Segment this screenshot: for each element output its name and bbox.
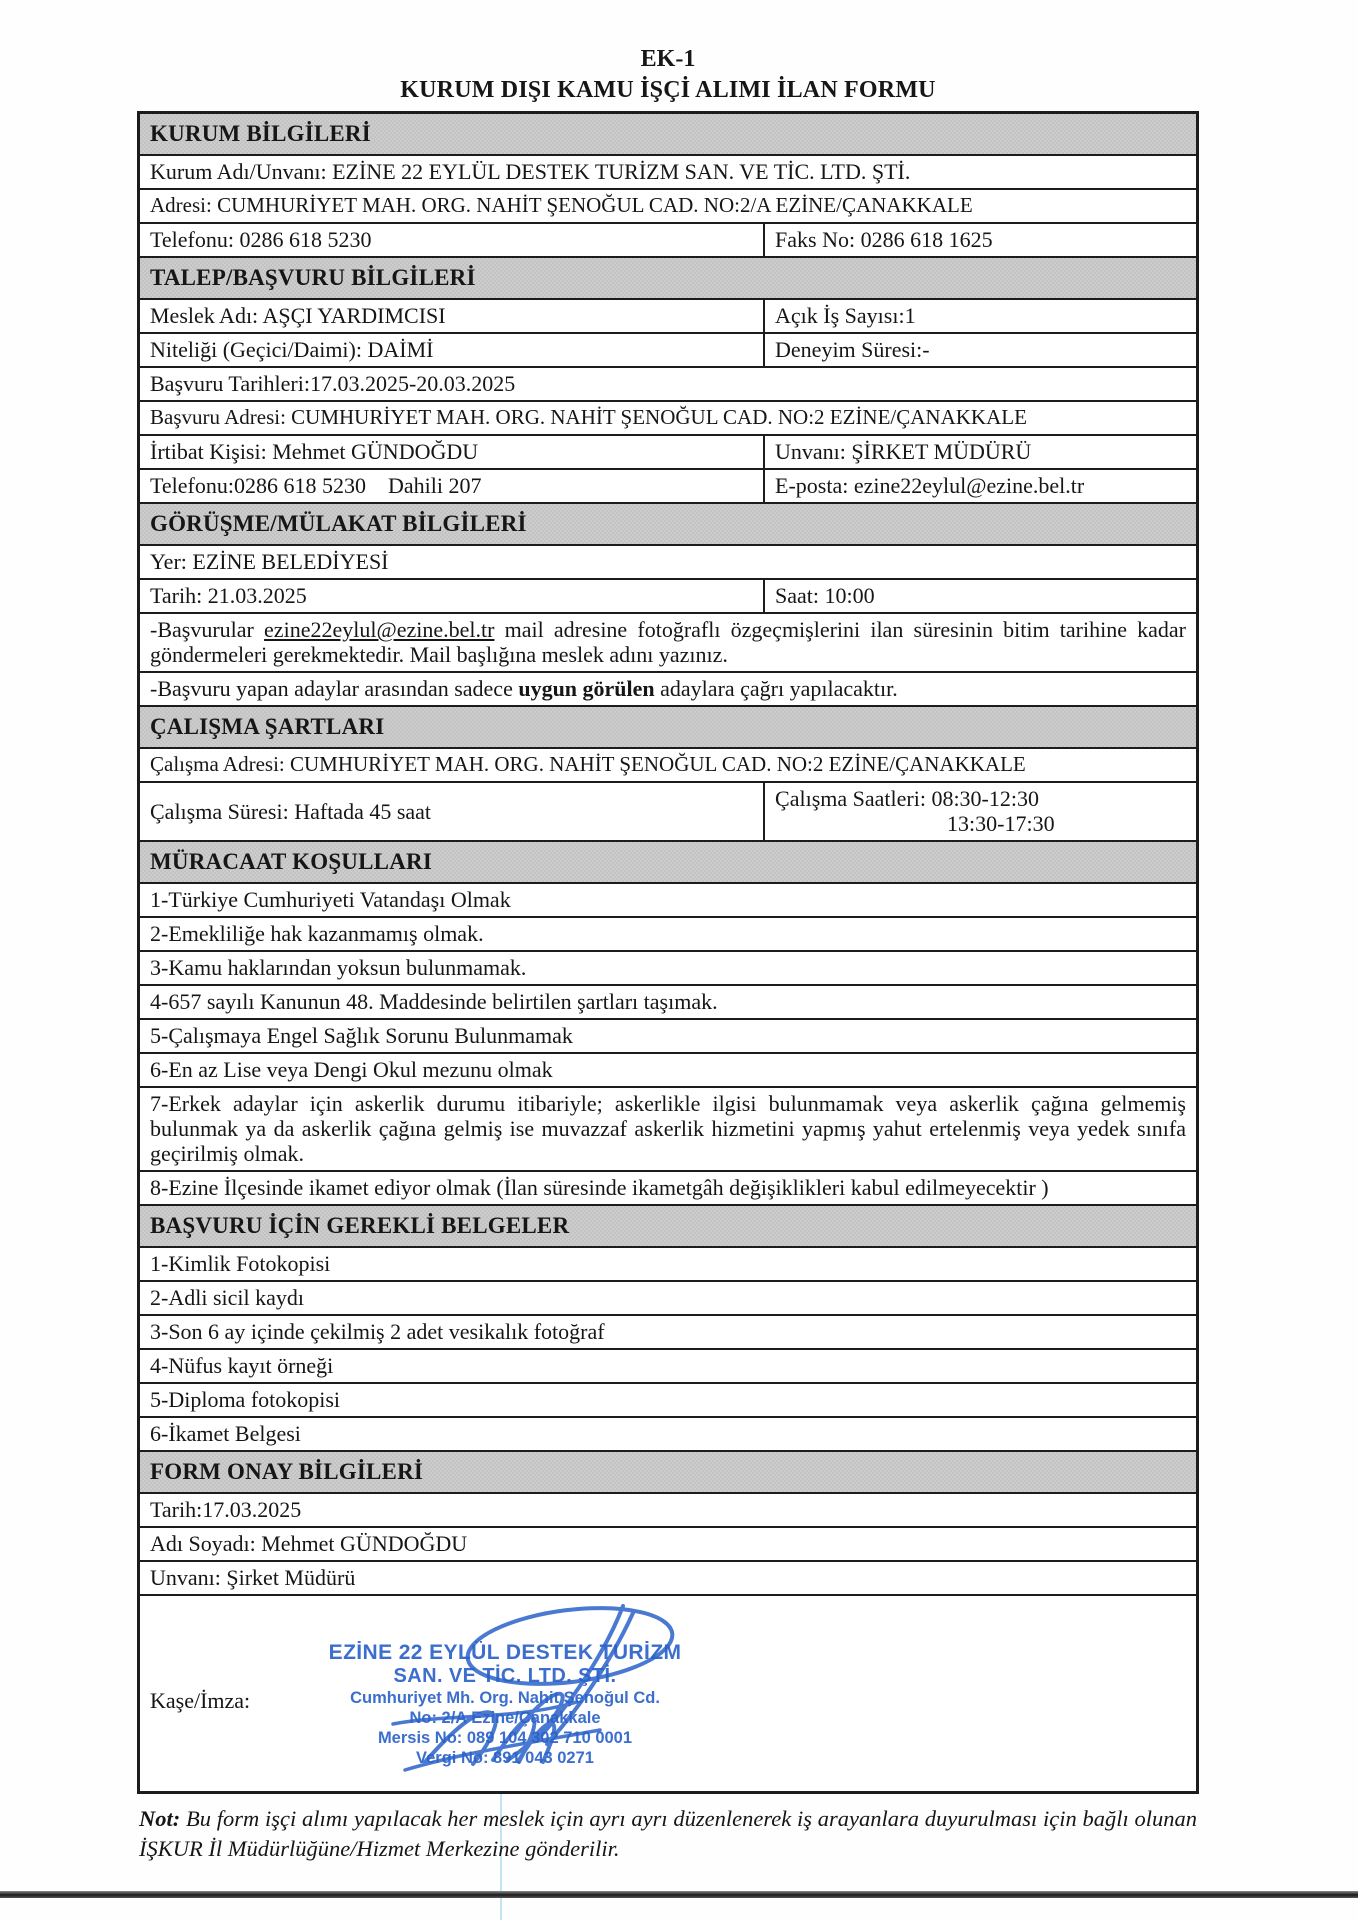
note-uygun-bold: uygun görülen — [518, 676, 655, 701]
row-sure-saatleri — [140, 781, 1196, 840]
section-header-gorusme-mulakat: GÖRÜŞME/MÜLAKAT BİLGİLERİ — [140, 502, 1196, 544]
field-basvuru-tarihleri: Başvuru Tarihleri:17.03.2025-20.03.2025 — [140, 366, 1196, 400]
row-telefon-faks — [140, 222, 1196, 256]
field-onay-adsoyad: Adı Soyadı: Mehmet GÜNDOĞDU — [140, 1526, 1196, 1560]
field-basvuru-adresi: Başvuru Adresi: CUMHURİYET MAH. ORG. NAHİT ŞENOĞUL CAD. NO:2 EZİNE/ÇANAKKALE — [140, 400, 1196, 434]
calisma-saat-line1: Çalışma Saatleri: 08:30-12:30 — [775, 786, 1039, 811]
field-kurum-adresi: Adresi: CUMHURİYET MAH. ORG. NAHİT ŞENOĞUL CAD. NO:2/A EZİNE/ÇANAKKALE — [140, 188, 1196, 222]
row-irtibat-unvan — [140, 434, 1196, 468]
field-onay-unvan: Unvanı: Şirket Müdürü — [140, 1560, 1196, 1594]
section-header-gerekli-belgeler: BAŞVURU İÇİN GEREKLİ BELGELER — [140, 1204, 1196, 1246]
stamp-line-2: SAN. VE TİC. LTD. ŞTİ. — [393, 1665, 617, 1687]
form-title: KURUM DIŞI KAMU İŞÇİ ALIMI İLAN FORMU — [400, 77, 936, 103]
section-header-calisma-sartlari: ÇALIŞMA ŞARTLARI — [140, 705, 1196, 747]
stamp-line-4: No: 2/A Ezine/Çanakkale — [409, 1709, 601, 1727]
muracaat-item-8: 8-Ezine İlçesinde ikamet ediyor olmak (İlan süresinde ikametgâh değişiklikleri kabul edilmeyecektir ) — [140, 1170, 1196, 1204]
muracaat-item-2: 2-Emekliliğe hak kazanmamış olmak. — [140, 916, 1196, 950]
field-telefonu: Telefonu: 0286 618 5230 — [150, 227, 372, 252]
field-onay-tarih: Tarih:17.03.2025 — [140, 1492, 1196, 1526]
footer-note-text: Bu form işçi alımı yapılacak her meslek için ayrı ayrı düzenlenerek iş arayanlara duyurulması için bağlı olunan İŞKUR İl Müdürlüğüne/Hizmet Merkezine gönderilir. — [139, 1806, 1197, 1861]
muracaat-item-3: 3-Kamu haklarından yoksun bulunmamak. — [140, 950, 1196, 984]
footer-note — [139, 1804, 1197, 1864]
field-calisma-adresi: Çalışma Adresi: CUMHURİYET MAH. ORG. NAHİT ŞENOĞUL CAD. NO:2 EZİNE/ÇANAKKALE — [140, 747, 1196, 781]
muracaat-item-5: 5-Çalışmaya Engel Sağlık Sorunu Bulunmamak — [140, 1018, 1196, 1052]
calisma-saat-line2: 13:30-17:30 — [947, 811, 1055, 836]
stamp-line-5: Mersis No: 089 104 302 710 0001 — [377, 1729, 633, 1747]
belge-item-3: 3-Son 6 ay içinde çekilmiş 2 adet vesikalık fotoğraf — [140, 1314, 1196, 1348]
belge-item-4: 4-Nüfus kayıt örneği — [140, 1348, 1196, 1382]
field-gorusme-tarih: Tarih: 21.03.2025 — [150, 583, 307, 608]
row-telefon-eposta — [140, 468, 1196, 502]
note-uygun-prefix: -Başvuru yapan adaylar arasından sadece — [150, 676, 519, 701]
belge-item-5: 5-Diploma fotokopisi — [140, 1382, 1196, 1416]
section-header-muracaat-kosullari: MÜRACAAT KOŞULLARI — [140, 840, 1196, 882]
muracaat-item-1: 1-Türkiye Cumhuriyeti Vatandaşı Olmak — [140, 882, 1196, 916]
field-unvani: Unvanı: ŞİRKET MÜDÜRÜ — [763, 436, 1196, 468]
company-stamp — [280, 1640, 730, 1768]
section-header-kurum-bilgileri: KURUM BİLGİLERİ — [140, 114, 1196, 154]
email-link: ezine22eylul@ezine.bel.tr — [264, 617, 495, 642]
document — [137, 44, 1199, 1864]
field-yer: Yer: EZİNE BELEDİYESİ — [140, 544, 1196, 578]
stamp-line-1: EZİNE 22 EYLÜL DESTEK TURİZM — [328, 1641, 682, 1664]
field-kurum-adi: Kurum Adı/Unvanı: EZİNE 22 EYLÜL DESTEK TURİZM SAN. VE TİC. LTD. ŞTİ. — [140, 154, 1196, 188]
field-acik-is-sayisi: Açık İş Sayısı:1 — [763, 300, 1196, 332]
stamp-line-3: Cumhuriyet Mh. Org. Nahit Şenoğul Cd. — [350, 1689, 660, 1707]
kase-imza-label: Kaşe/İmza: — [150, 1688, 251, 1713]
field-calisma-suresi: Çalışma Süresi: Haftada 45 saat — [150, 798, 432, 824]
section-header-form-onay: FORM ONAY BİLGİLERİ — [140, 1450, 1196, 1492]
field-gorusme-saat: Saat: 10:00 — [763, 580, 1196, 612]
note-uygun-gorulen — [140, 671, 1196, 705]
title-block — [137, 44, 1199, 106]
section-header-talep-basvuru: TALEP/BAŞVURU BİLGİLERİ — [140, 256, 1196, 298]
field-deneyim-suresi: Deneyim Süresi:- — [763, 334, 1196, 366]
footer-note-label: Not: — [139, 1806, 181, 1831]
belge-item-2: 2-Adli sicil kaydı — [140, 1280, 1196, 1314]
kase-imza-row — [140, 1594, 1196, 1791]
field-telefon-dahili: Telefonu:0286 618 5230 Dahili 207 — [150, 473, 482, 498]
note-basvurular-suffix: mail adresine fotoğraflı özgeçmişlerini ilan süresinin bitim tarihine kadar göndermeleri gerekmektedir. Mail başlığına meslek adını yazınız. — [150, 617, 1186, 667]
muracaat-item-4: 4-657 sayılı Kanunun 48. Maddesinde belirtilen şartları taşımak. — [140, 984, 1196, 1018]
belge-item-1: 1-Kimlik Fotokopisi — [140, 1246, 1196, 1280]
note-uygun-suffix: adaylara çağrı yapılacaktır. — [654, 676, 898, 701]
form-table — [137, 111, 1199, 1794]
stamp-line-6: Vergi No: 891 043 0271 — [416, 1749, 594, 1767]
scan-bottom-edge — [0, 1891, 1358, 1898]
row-niteligi-deneyim — [140, 332, 1196, 366]
note-basvurular-prefix: -Başvurular — [150, 617, 265, 642]
muracaat-item-7: 7-Erkek adaylar için askerlik durumu itibariyle; askerlikle ilgisi bulunmamak veya askerlik çağına gelmemiş bulunmak ya da askerlik çağına gelmiş ise muvazzaf askerlik hizmetini yapmış yahut ertelenmiş veya yedek sınıfa geçirilmiş olmak. — [140, 1086, 1196, 1170]
row-tarih-saat — [140, 578, 1196, 612]
field-irtibat-kisisi: İrtibat Kişisi: Mehmet GÜNDOĞDU — [150, 439, 479, 464]
form-code: EK-1 — [640, 46, 696, 72]
belge-item-6: 6-İkamet Belgesi — [140, 1416, 1196, 1450]
note-basvurular — [140, 612, 1196, 671]
row-meslek-acikis — [140, 298, 1196, 332]
field-calisma-saatleri — [763, 783, 1196, 840]
field-eposta: E-posta: ezine22eylul@ezine.bel.tr — [763, 470, 1196, 502]
field-meslek-adi: Meslek Adı: AŞÇI YARDIMCISI — [150, 303, 446, 328]
field-faks-no: Faks No: 0286 618 1625 — [763, 224, 1196, 256]
field-niteligi: Niteliği (Geçici/Daimi): DAİMİ — [150, 337, 434, 362]
muracaat-item-6: 6-En az Lise veya Dengi Okul mezunu olmak — [140, 1052, 1196, 1086]
